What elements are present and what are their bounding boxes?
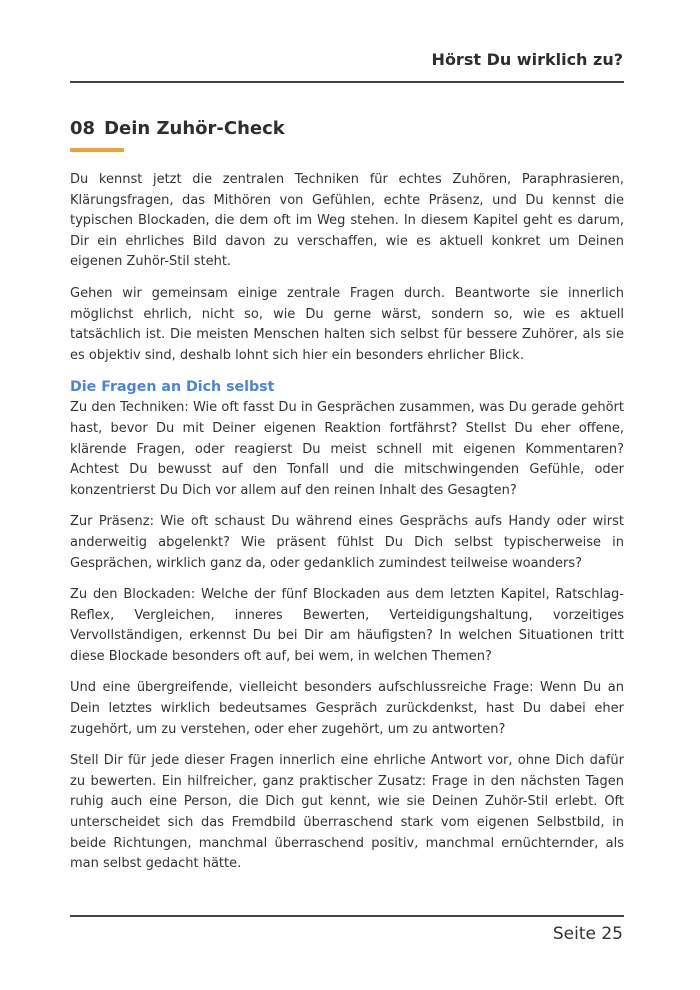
paragraph: Du kennst jetzt die zentralen Techniken für echtes Zuhören, Paraphrasieren, Klärungsfragen, das Mithören von Gefühlen, echte Präsenz, und Du kennst die typischen Blockaden, die dem oft im Weg stehen. In diesem Kapitel geht es darum, Dir ein ehrliches Bild davon zu verschaffen, wie es aktuell konkret um Deinen eigenen Zuhör-Stil steht. — [70, 172, 624, 270]
paragraph: Zu den Techniken: Wie oft fasst Du in Gesprächen zusammen, was Du gerade gehört hast, bevor Du mit Deiner eigenen Reaktion fortfährst? Stellst Du eher offene, klärende Fragen, oder reagierst Du meist schnell mit eigenen Kommentaren? Achtest Du bewusst auf den Tonfall und die mitschwingenden Gefühle, oder konzentrierst Du Dich vor allem auf den reinen Inhalt des Gesagten? — [70, 400, 624, 498]
paragraph: Stell Dir für jede dieser Fragen innerlich eine ehrliche Antwort vor, ohne Dich dafür zu bewerten. Ein hilfreicher, ganz praktischer Zusatz: Frage in den nächsten Tagen ruhig auch eine Person, die Dich gut kennt, wie sie Deinen Zuhör-Stil erlebt. Oft unterscheidet sich das Fremdbild überraschend stark vom eigenen Selbstbild, in beide Richtungen, manchmal überraschend positiv, manchmal ernüchternder, als man selbst gedacht hätte. — [70, 753, 624, 872]
running-header-title: Hörst Du wirklich zu? — [431, 50, 623, 69]
body-text — [70, 170, 624, 886]
chapter-accent-bar — [70, 148, 124, 152]
header-divider — [70, 81, 624, 83]
chapter-number: 08 — [70, 118, 96, 139]
section-heading: Die Fragen an Dich selbst — [70, 379, 275, 396]
paragraph: Gehen wir gemeinsam einige zentrale Fragen durch. Beantworte sie innerlich möglichst ehrlich, nicht so, wie Du gerne wärst, sondern so, wie es aktuell tatsächlich ist. Die meisten Menschen halten sich selbst für bessere Zuhörer, als sie es objektiv sind, deshalb lohnt sich hier ein besonders ehrlicher Blick. — [70, 285, 624, 363]
chapter-heading — [70, 118, 285, 139]
paragraph: Zu den Blockaden: Welche der fünf Blockaden aus dem letzten Kapitel, Ratschlag-Reflex, Vergleichen, inneres Bewerten, Verteidigungshaltung, vorzeitiges Vervollständigen, erkennst Du bei Dir am häufigsten? In welchen Situationen tritt diese Blockade besonders oft auf, bei wem, in welchen Themen? — [70, 587, 624, 664]
chapter-title: Dein Zuhör-Check — [104, 118, 285, 139]
paragraph: Und eine übergreifende, vielleicht besonders aufschlussreiche Frage: Wenn Du an Dein letztes wirklich bedeutsames Gespräch zurückdenkst, hast Du dabei eher zugehört, um zu verstehen, oder eher zugehört, um zu antworten? — [70, 680, 624, 737]
page-number: Seite 25 — [552, 924, 623, 944]
paragraph: Zur Präsenz: Wie oft schaust Du während eines Gesprächs aufs Handy oder wirst anderweitig abgelenkt? Wie präsent fühlst Du Dich selbst typischerweise in Gesprächen, wirklich ganz da, oder gedanklich zumindest teilweise woanders? — [70, 514, 624, 571]
footer-divider — [70, 915, 624, 917]
